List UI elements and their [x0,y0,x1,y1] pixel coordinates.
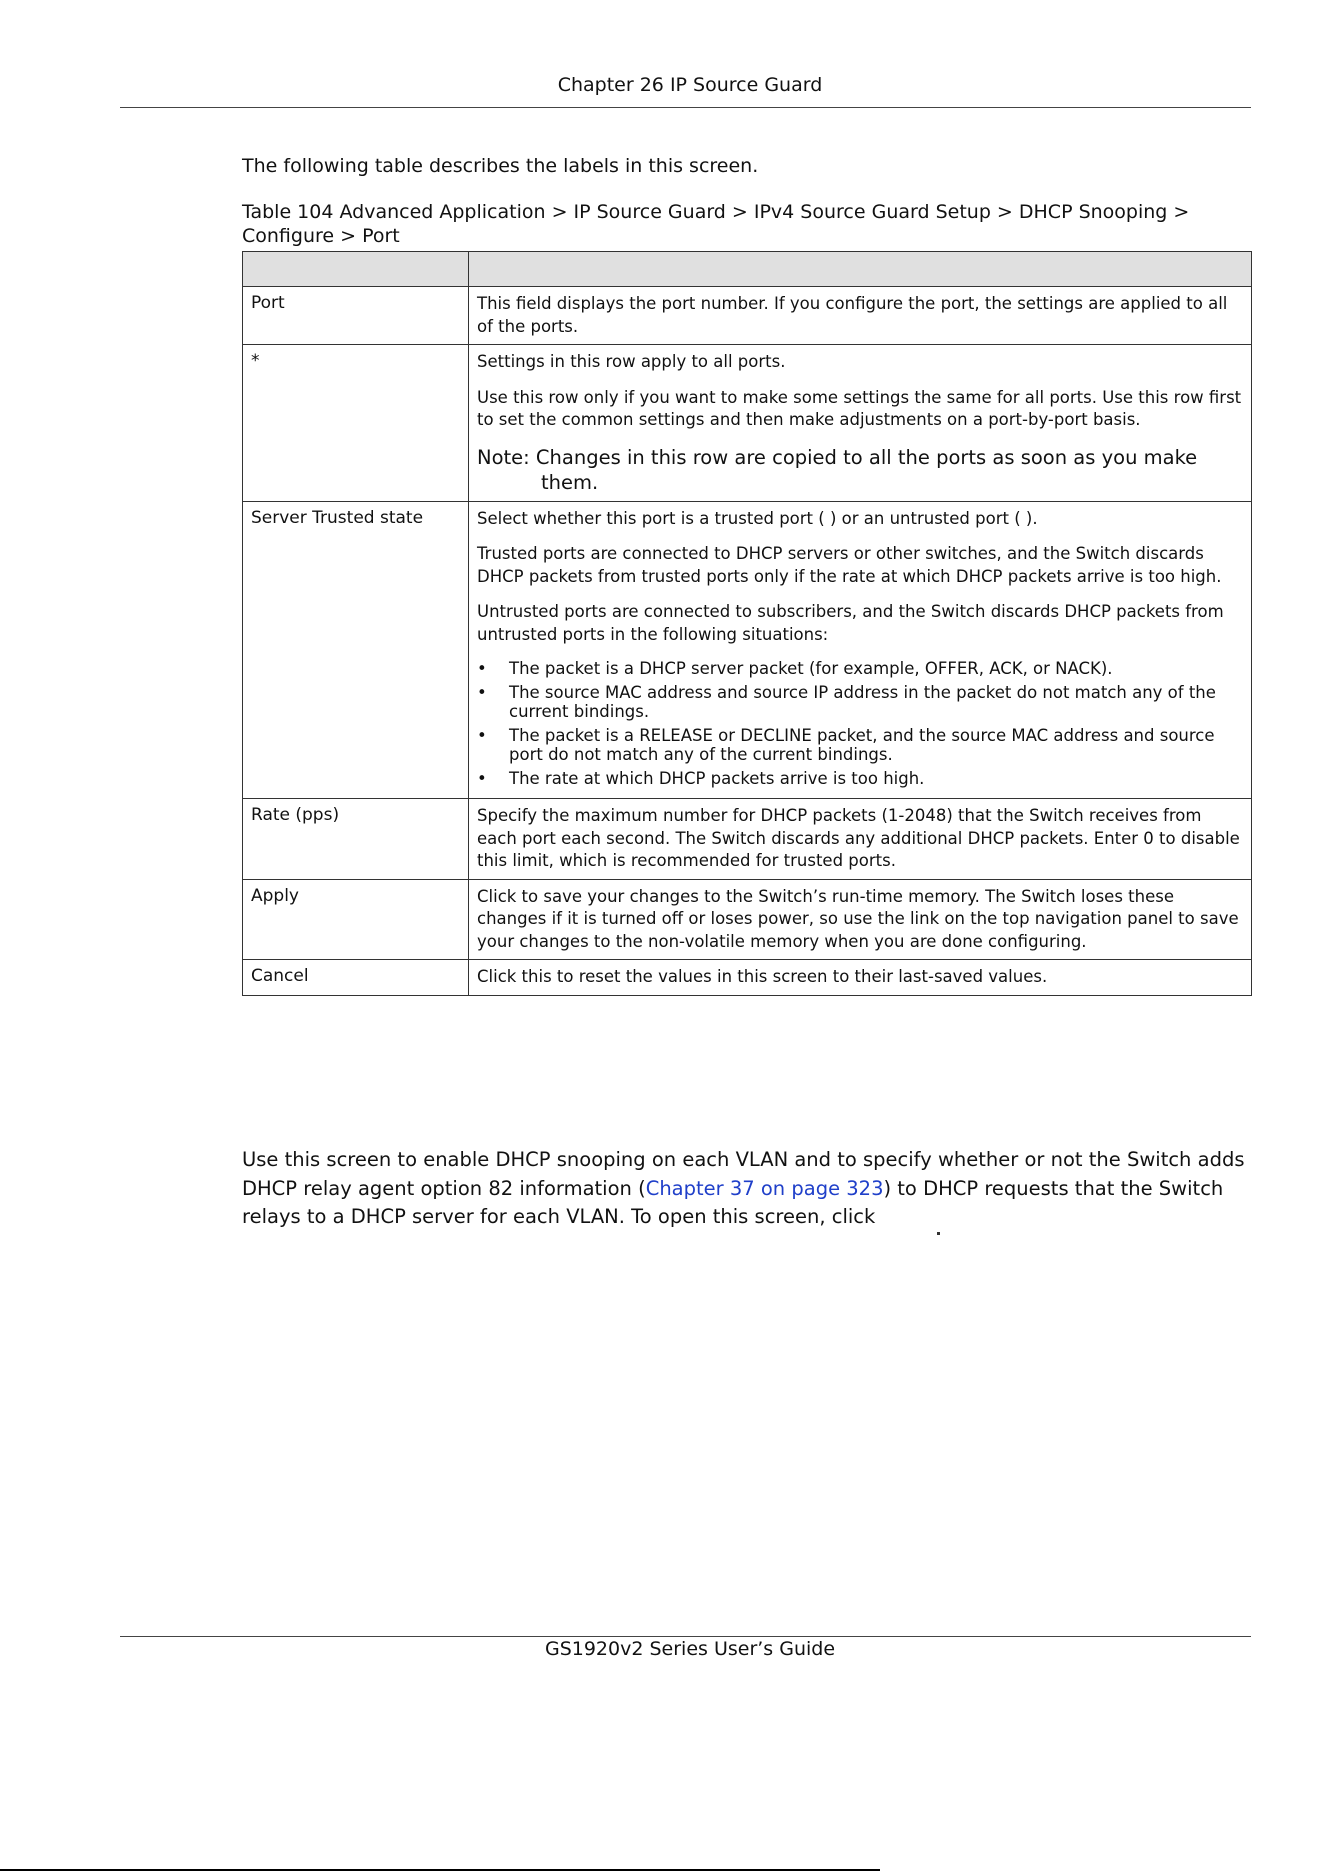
paragraph-text: Use this screen to enable DHCP snooping on each VLAN and to specify whether or not the Switch adds DHCP relay agent option 82 information ( [242,1148,1245,1200]
label-description-table [242,251,1252,996]
footer-divider [120,1636,1251,1637]
table-header-row [243,252,1252,287]
row-label-cancel: Cancel [243,960,469,996]
row-description-all-ports [469,345,1252,502]
list-item: • The packet is a DHCP server packet (for example, OFFER, ACK, or NACK). [477,659,1243,679]
table-row [243,345,1252,502]
row-label-apply: Apply [243,879,469,960]
row-description-cancel [469,960,1252,996]
bullet-list [477,659,1243,788]
table-row [243,960,1252,996]
row-label-server-trusted-state: Server Trusted state [243,501,469,799]
table-header-description [469,252,1252,287]
intro-text: The following table describes the labels in this screen. [242,155,759,177]
row-description-rate [469,799,1252,880]
description-paragraph: Settings in this row apply to all ports. [477,352,786,371]
description-paragraph: Use this row only if you want to make some settings the same for all ports. Use this row first to set the common settings and then make adjustments on a port-by-port basis. [477,387,1242,429]
header-divider [120,107,1251,108]
page-edge-line [0,1869,880,1871]
page-footer: GS1920v2 Series User’s Guide [544,1638,836,1660]
description-paragraph: Untrusted ports are connected to subscribers, and the Switch discards DHCP packets from untrusted ports in the following situations: [477,602,1224,644]
list-item: • The source MAC address and source IP address in the packet do not match any of the current bindings. [477,683,1243,722]
table-row [243,287,1252,345]
period-mark [937,1232,940,1235]
list-item: • The packet is a RELEASE or DECLINE packet, and the source MAC address and source port do not match any of the current bindings. [477,726,1243,765]
table-caption-line-2: Configure > Port [242,225,400,247]
description-paragraph: Click to save your changes to the Switch’s run-time memory. The Switch loses these changes if it is turned off or loses power, so use the link on the top navigation panel to save your changes to the non-volatile memory when you are done configuring. [477,886,1239,951]
description-paragraph: Select whether this port is a trusted port ( ) or an untrusted port ( ). [477,508,1038,528]
table-row [243,879,1252,960]
description-paragraph: Trusted ports are connected to DHCP servers or other switches, and the Switch discards DHCP packets from trusted ports only if the rate at which DHCP packets arrive is too high. [477,544,1222,586]
chapter-cross-reference-link[interactable]: Chapter 37 on page 323 [645,1176,884,1200]
row-label-rate: Rate (pps) [243,799,469,880]
description-paragraph: Specify the maximum number for DHCP packets (1-2048) that the Switch receives from each port each second. The Switch discards any additional DHCP packets. Enter 0 to disable this limit, which is recommended for trusted ports. [477,806,1240,870]
row-description-port [469,287,1252,345]
row-description-apply [469,879,1252,960]
table-row [243,799,1252,880]
description-paragraph: Click this to reset the values in this screen to their last-saved values. [477,967,1048,986]
list-item: • The rate at which DHCP packets arrive is too high. [477,769,1243,789]
row-label-port: Port [243,287,469,345]
table-row [243,501,1252,799]
table-header-label [243,252,469,287]
row-label-all-ports: * [243,345,469,502]
description-paragraph: This field displays the port number. If you configure the port, the settings are applied to all of the ports. [477,294,1228,336]
row-description-server-trusted-state [469,501,1252,799]
section-paragraph [242,1146,1262,1232]
paragraph-text: ) to DHCP requests that the Switch relays to a DHCP server for each VLAN. To open this screen, click [242,1176,1224,1228]
note-text: Note: Changes in this row are copied to all the ports as soon as you make them. [477,445,1198,494]
table-caption-line-1: Table 104 Advanced Application > IP Source Guard > IPv4 Source Guard Setup > DHCP Snooping > [242,201,1190,223]
table-caption [242,200,1252,248]
page-header: Chapter 26 IP Source Guard [557,74,823,96]
